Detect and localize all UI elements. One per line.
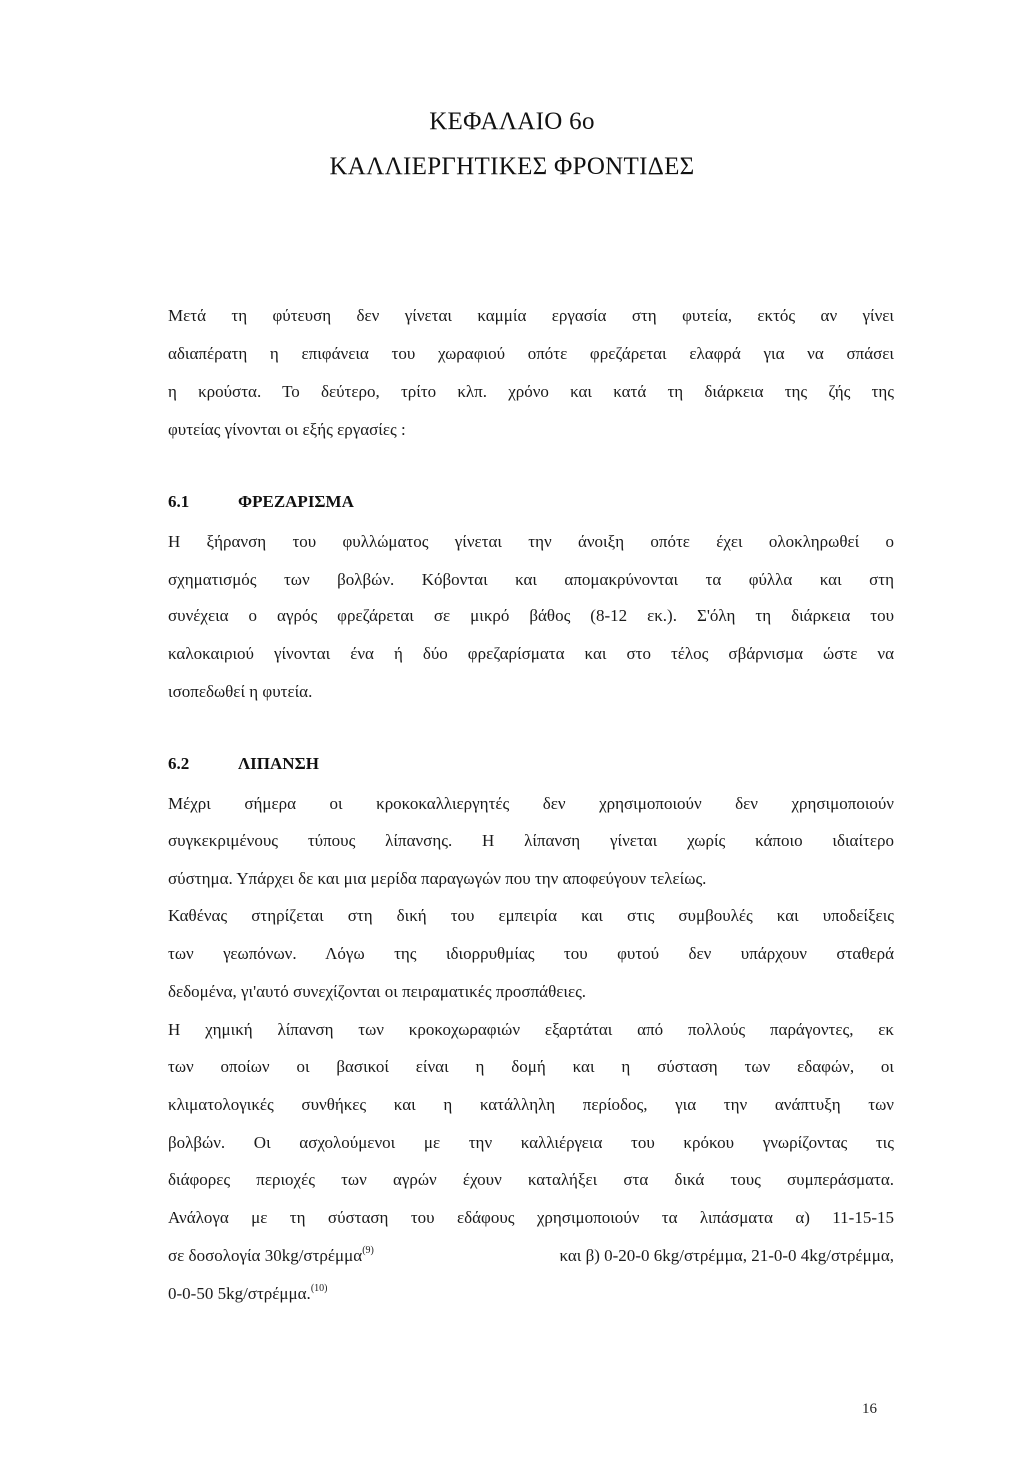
- section-heading: ΛΙΠΑΝΣΗ: [238, 754, 319, 773]
- section-line: συνέχεια ο αγρός φρεζάρεται σε μικρό βάθος (8-12 εκ.). Σ'όλη τη διάρκεια του: [168, 606, 894, 625]
- section-number: 6.2: [168, 754, 190, 773]
- dosage-c: 0-0-50 5kg/στρέμμα.: [168, 1284, 311, 1303]
- section-line: Η ξήρανση του φυλλώματος γίνεται την άνοιξη οπότε έχει ολοκληρωθεί ο: [168, 532, 894, 551]
- section-line: βολβών. Οι ασχολούμενοι με την καλλιέργεια του κρόκου γνωρίζοντας τις: [168, 1133, 894, 1152]
- section-line: Καθένας στηρίζεται στη δική του εμπειρία και στις συμβουλές και υποδείξεις: [168, 906, 894, 925]
- section-heading: ΦΡΕΖΑΡΙΣΜΑ: [238, 492, 354, 511]
- section-line: Μέχρι σήμερα οι κροκοκαλλιεργητές δεν χρησιμοποιούν δεν χρησιμοποιούν: [168, 794, 894, 813]
- intro-line: αδιαπέρατη η επιφάνεια του χωραφιού οπότε φρεζάρεται ελαφρά για να σπάσει: [168, 344, 894, 363]
- section-line: [168, 1282, 327, 1306]
- section-line: κλιματολογικές συνθήκες και η κατάλληλη περίοδος, για την ανάπτυξη των: [168, 1095, 894, 1114]
- section-number: 6.1: [168, 492, 190, 511]
- section-line: των οποίων οι βασικοί είναι η δομή και η σύσταση των εδαφών, οι: [168, 1057, 894, 1076]
- intro-line: Μετά τη φύτευση δεν γίνεται καμμία εργασία στη φυτεία, εκτός αν γίνει: [168, 306, 894, 325]
- section-line: καλοκαιριού γίνονται ένα ή δύο φρεζαρίσματα και στο τέλος σβάρνισμα ώστε να: [168, 644, 894, 663]
- dosage-b: και β) 0-20-0 6kg/στρέμμα, 21-0-0 4kg/στρέμμα,: [559, 1246, 894, 1265]
- section-line: σύστημα. Υπάρχει δε και μια μερίδα παραγωγών που την αποφεύγουν τελείως.: [168, 869, 707, 888]
- section-line: ισοπεδωθεί η φυτεία.: [168, 682, 313, 701]
- section-line: συγκεκριμένους τύπους λίπανσης. Η λίπανση γίνεται χωρίς κάποιο ιδιαίτερο: [168, 831, 894, 850]
- section-line: Η χημική λίπανση των κροκοχωραφιών εξαρτάται από πολλούς παράγοντες, εκ: [168, 1020, 894, 1039]
- page-number: 16: [862, 1401, 877, 1417]
- section-line: σχηματισμός των βολβών. Κόβονται και απομακρύνονται τα φύλλα και στη: [168, 570, 894, 589]
- section-line: διάφορες περιοχές των αγρών έχουν καταλήξει στα δικά τους συμπεράσματα.: [168, 1170, 894, 1189]
- section-line: Ανάλογα με τη σύσταση του εδάφους χρησιμοποιούν τα λιπάσματα α) 11-15-15: [168, 1208, 894, 1227]
- section-line: [168, 1244, 894, 1268]
- intro-line: η κρούστα. Το δεύτερο, τρίτο κλπ. χρόνο και κατά τη διάρκεια της ζής της: [168, 382, 894, 401]
- chapter-number: ΚΕΦΑΛΑΙΟ 6ο: [429, 108, 595, 135]
- section-line: των γεωπόνων. Λόγω της ιδιορρυθμίας του φυτού δεν υπάρχουν σταθερά: [168, 944, 894, 963]
- footnote-ref: (10): [310, 1283, 328, 1294]
- footnote-ref: (9): [362, 1245, 374, 1256]
- intro-line: φυτείας γίνονται οι εξής εργασίες :: [168, 420, 406, 439]
- section-line: δεδομένα, γι'αυτό συνεχίζονται οι πειραματικές προσπάθειες.: [168, 982, 587, 1001]
- dosage-a: σε δοσολογία 30kg/στρέμμα: [168, 1246, 363, 1265]
- chapter-title: ΚΑΛΛΙΕΡΓΗΤΙΚΕΣ ΦΡΟΝΤΙΔΕΣ: [329, 153, 695, 180]
- dosage-text: [168, 1244, 374, 1268]
